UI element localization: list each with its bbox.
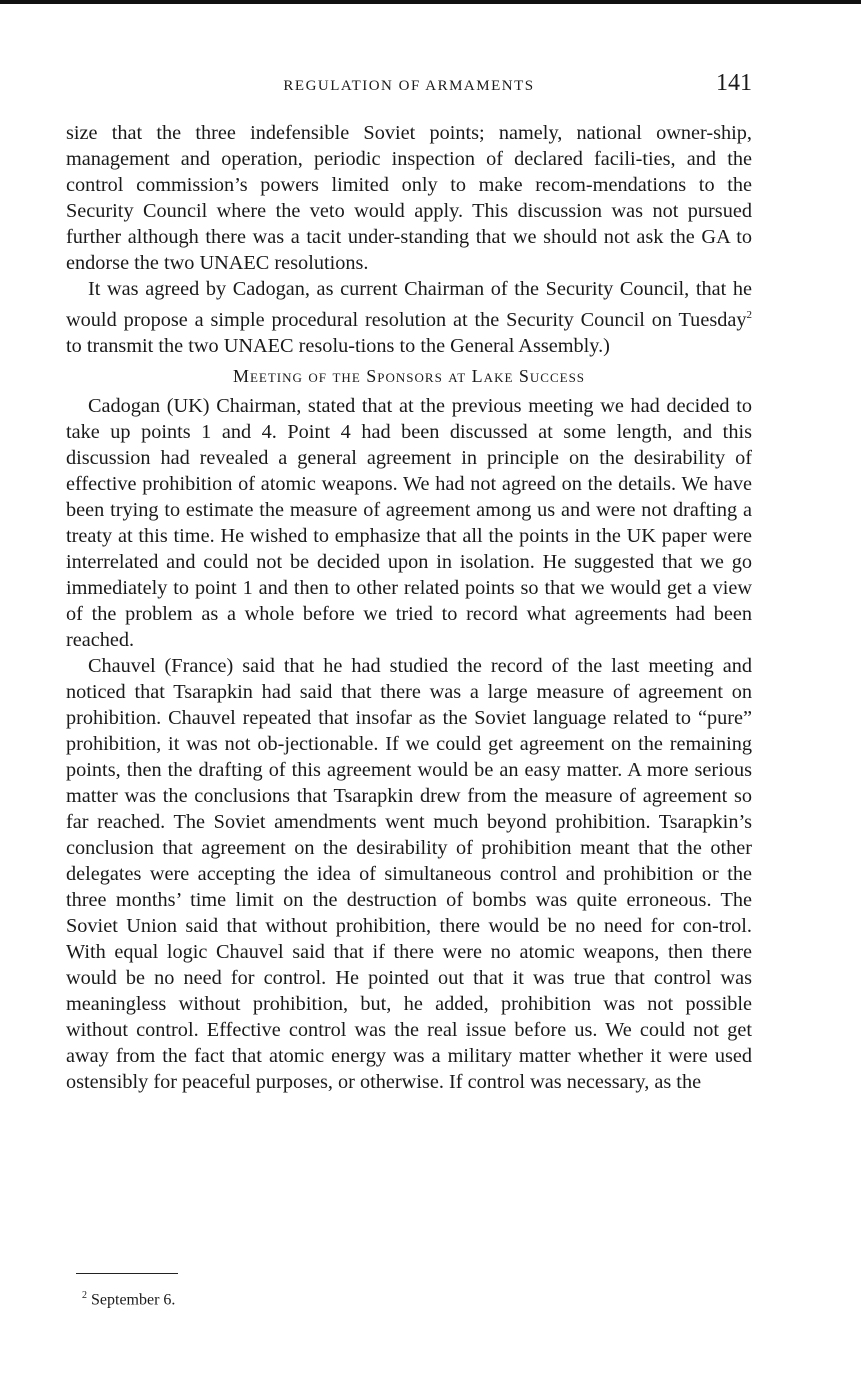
- page-number: 141: [716, 70, 752, 96]
- paragraph-chauvel-statement: Chauvel (France) said that he had studied the record of the last meeting and noticed that Tsarapkin had said that there was a large measure of agreement on prohibition. Chauvel repeated that insofar as the Soviet language related to “pure” prohibition, it was not ob-jectionable. If we could get agreement on the remaining points, then the drafting of this agreement would be an easy matter. A more serious matter was the conclusions that Tsarapkin drew from the measure of agreement so far reached. The Soviet amendments went much beyond prohibition. Tsarapkin’s conclusion that agreement on the desirability of prohibition meant that the other delegates were accepting the idea of simultaneous control and prohibition or the three months’ time limit on the destruction of bombs was quite erroneous. The Soviet Union said that without prohibition, there would be no need for con-trol. With equal logic Chauvel said that if there were no atomic weapons, then there would be no need for control. He pointed out that it was true that control was meaningless without prohibition, but, he added, prohibition was not possible without control. Effective control was the real issue before us. We could not get away from the fact that atomic energy was a military matter whether it were used ostensibly for peaceful purposes, or otherwise. If control was necessary, as the: [66, 654, 752, 1093]
- footnote-marker: 2: [82, 1290, 87, 1301]
- footnote-reference: 2: [746, 309, 752, 321]
- page-header: [66, 70, 752, 100]
- paragraph-cadogan-statement: Cadogan (UK) Chairman, stated that at the previous meeting we had decided to take up points 1 and 4. Point 4 had been discussed at some length, and this discussion had revealed a general agreement in principle on the desirability of effective prohibition of atomic weapons. We had not agreed on the details. We have been trying to estimate the measure of agreement among us and were not drafting a treaty at this time. He wished to emphasize that all the points in the UK paper were interrelated and could not be decided upon in isolation. He suggested that we go immediately to point 1 and then to other related points so that we would get a view of the problem as a whole before we tried to record what agreements had been reached.: [66, 394, 752, 651]
- document-page: [66, 70, 752, 1095]
- paragraph-continuation: size that the three indefensible Soviet points; namely, national owner-ship, management and operation, periodic inspection of declared facili-ties, and the control commission’s powers limited only to make recom-mendations to the Security Council where the veto would apply. This discussion was not pursued further although there was a tacit under-standing that we should not ask the GA to endorse the two UNAEC resolutions.: [66, 122, 752, 274]
- section-heading: Meeting of the Sponsors at Lake Success: [232, 365, 586, 386]
- footnote: [82, 1290, 175, 1309]
- top-border-rule: [0, 0, 861, 4]
- body-text: [66, 120, 752, 1095]
- paragraph-cadogan-agreement: [66, 276, 752, 359]
- footnote-divider: [76, 1273, 178, 1274]
- footnote-text: September 6.: [87, 1291, 176, 1309]
- paragraph-text: It was agreed by Cadogan, as current Chairman of the Security Council, that he would propose a simple procedural resolution at the Security Council on Tuesday: [66, 278, 752, 331]
- running-head: REGULATION OF ARMAMENTS: [283, 78, 535, 94]
- paragraph-text: to transmit the two UNAEC resolu-tions to the General Assembly.): [66, 334, 610, 357]
